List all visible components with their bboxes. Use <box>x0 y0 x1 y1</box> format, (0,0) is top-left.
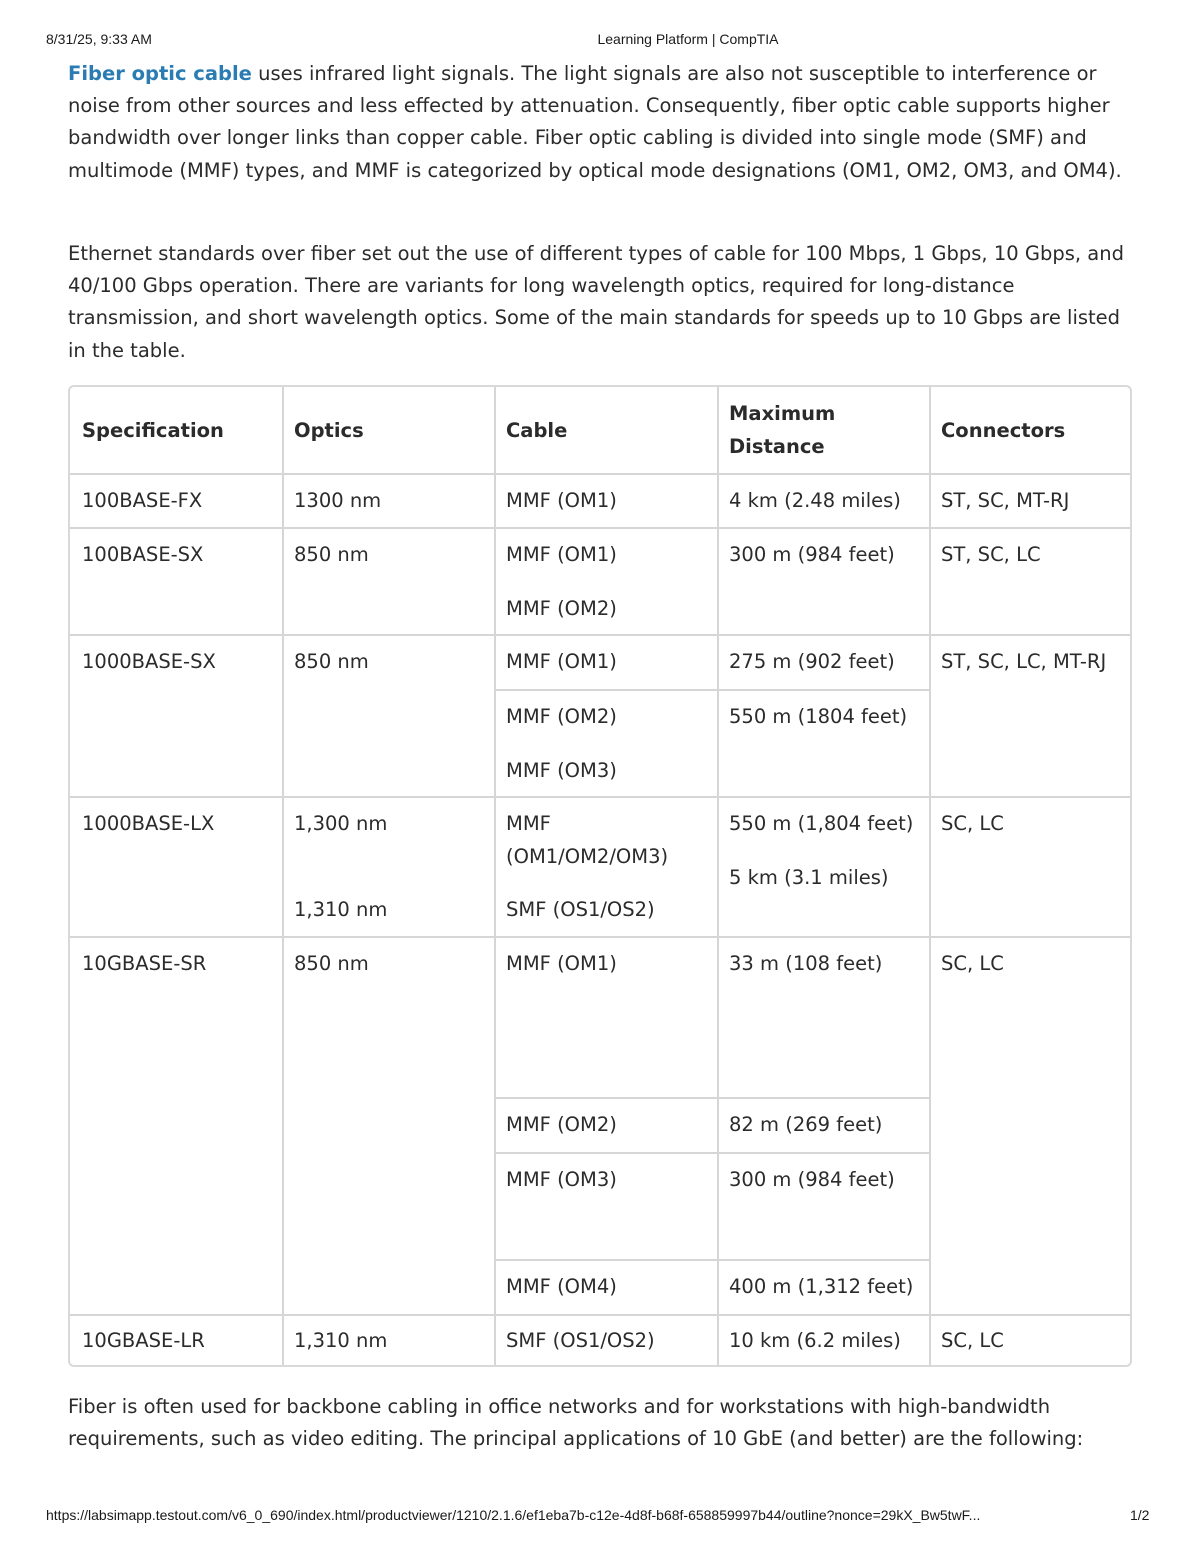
row-divider <box>70 1314 1130 1316</box>
table-cell-optics: 850 nm <box>294 543 369 566</box>
header-optics: Optics <box>294 419 364 442</box>
table-cell-optics: 1300 nm <box>294 489 382 512</box>
subrow-divider <box>494 1097 931 1099</box>
table-cell-distance: 5 km (3.1 miles) <box>729 866 889 889</box>
table-cell-cable: MMF (OM1) <box>506 543 617 566</box>
intro-paragraph-1-text: uses infrared light signals. The light signals are also not susceptible to interference or noise from other sources and less effected by attenuation. Consequently, fiber optic cable supports higher bandwidth over longer links than copper cable. Fiber optic cabling is divided into single mode (SMF) and multimode (MMF) types, and MMF is categorized by optical mode designations (OM1, OM2, OM3, and OM4). <box>68 62 1122 182</box>
table-cell-distance: 275 m (902 feet) <box>729 650 895 673</box>
table-cell-cable: MMF (OM2) <box>506 597 617 620</box>
row-divider <box>70 473 1130 475</box>
subrow-divider <box>494 1152 931 1154</box>
table-cell-connectors: SC, LC <box>941 1329 1004 1352</box>
table-cell-connectors: ST, SC, LC, MT-RJ <box>941 650 1107 673</box>
table-cell-cable: MMF (OM4) <box>506 1275 617 1298</box>
table-cell-connectors: ST, SC, LC <box>941 543 1041 566</box>
table-cell-optics: 1,310 nm <box>294 1329 388 1352</box>
table-cell-cable: SMF (OS1/OS2) <box>506 898 655 921</box>
header-maximum-distance <box>729 397 835 463</box>
table-cell-cable-line2: (OM1/OM2/OM3) <box>506 845 669 868</box>
table-cell-distance: 300 m (984 feet) <box>729 1168 895 1191</box>
table-cell-optics: 1,300 nm <box>294 812 388 835</box>
table-cell-distance: 10 km (6.2 miles) <box>729 1329 901 1352</box>
table-cell-optics: 850 nm <box>294 650 369 673</box>
table-cell-distance: 550 m (1804 feet) <box>729 705 908 728</box>
print-datetime: 8/31/25, 9:33 AM <box>46 31 152 47</box>
table-cell-cable: MMF (OM3) <box>506 759 617 782</box>
table-cell-distance: 400 m (1,312 feet) <box>729 1275 914 1298</box>
table-cell-spec: 10GBASE-LR <box>82 1329 205 1352</box>
intro-paragraph-2: Ethernet standards over fiber set out the use of different types of cable for 100 Mbps, 1 Gbps, 10 Gbps, and 40/100 Gbps operation. There are variants for long wavelength optics, required for long-distance transmission, and short wavelength optics. Some of the main standards for speeds up to 10 Gbps are listed in the table. <box>68 242 1124 362</box>
table-cell-cable: SMF (OS1/OS2) <box>506 1329 655 1352</box>
table-cell-connectors: ST, SC, MT-RJ <box>941 489 1070 512</box>
column-divider <box>282 387 284 1365</box>
column-divider <box>717 387 719 1365</box>
column-divider <box>929 387 931 1365</box>
subrow-divider <box>494 689 931 691</box>
print-page-title: Learning Platform | CompTIA <box>597 31 779 47</box>
row-divider <box>70 936 1130 938</box>
header-connectors: Connectors <box>941 419 1066 442</box>
subrow-divider <box>494 1259 931 1261</box>
print-page-number: 1/2 <box>1130 1507 1150 1523</box>
table-cell-spec: 1000BASE-SX <box>82 650 216 673</box>
table-cell-optics: 850 nm <box>294 952 369 975</box>
table-cell-cable: MMF (OM1) <box>506 489 617 512</box>
table-cell-spec: 100BASE-FX <box>82 489 203 512</box>
table-cell-cable-line1: MMF <box>506 812 551 835</box>
table-cell-distance: 550 m (1,804 feet) <box>729 812 914 835</box>
fiber-standards-table <box>68 385 1132 1367</box>
outro-paragraph: Fiber is often used for backbone cabling in office networks and for workstations with high-bandwidth requirements, such as video editing. The principal applications of 10 GbE (and better) are the following: <box>68 1395 1084 1451</box>
table-cell-distance: 300 m (984 feet) <box>729 543 895 566</box>
intro-paragraph-1 <box>68 58 1134 187</box>
table-cell-cable <box>506 807 668 873</box>
row-divider <box>70 796 1130 798</box>
table-cell-distance: 4 km (2.48 miles) <box>729 489 901 512</box>
term-fiber-optic-cable: Fiber optic cable <box>68 62 252 85</box>
table-cell-distance: 82 m (269 feet) <box>729 1113 883 1136</box>
header-maximum-distance-line1: Maximum <box>729 402 836 425</box>
header-cable: Cable <box>506 419 568 442</box>
header-specification: Specification <box>82 419 224 442</box>
table-cell-cable: MMF (OM2) <box>506 705 617 728</box>
table-cell-cable: MMF (OM1) <box>506 650 617 673</box>
row-divider <box>70 634 1130 636</box>
table-cell-distance: 33 m (108 feet) <box>729 952 883 975</box>
table-cell-cable: MMF (OM1) <box>506 952 617 975</box>
table-cell-cable: MMF (OM3) <box>506 1168 617 1191</box>
table-cell-connectors: SC, LC <box>941 952 1004 975</box>
table-cell-spec: 100BASE-SX <box>82 543 204 566</box>
table-cell-connectors: SC, LC <box>941 812 1004 835</box>
table-cell-cable: MMF (OM2) <box>506 1113 617 1136</box>
row-divider <box>70 527 1130 529</box>
column-divider <box>494 387 496 1365</box>
table-cell-optics: 1,310 nm <box>294 898 388 921</box>
print-url: https://labsimapp.testout.com/v6_0_690/index.html/productviewer/1210/2.1.6/ef1eba7b-c12e-4d8f-b68f-658859997b44/outline?nonce=29kX_Bw5twF... <box>46 1507 981 1523</box>
table-cell-spec: 1000BASE-LX <box>82 812 215 835</box>
header-maximum-distance-line2: Distance <box>729 435 825 458</box>
table-cell-spec: 10GBASE-SR <box>82 952 207 975</box>
